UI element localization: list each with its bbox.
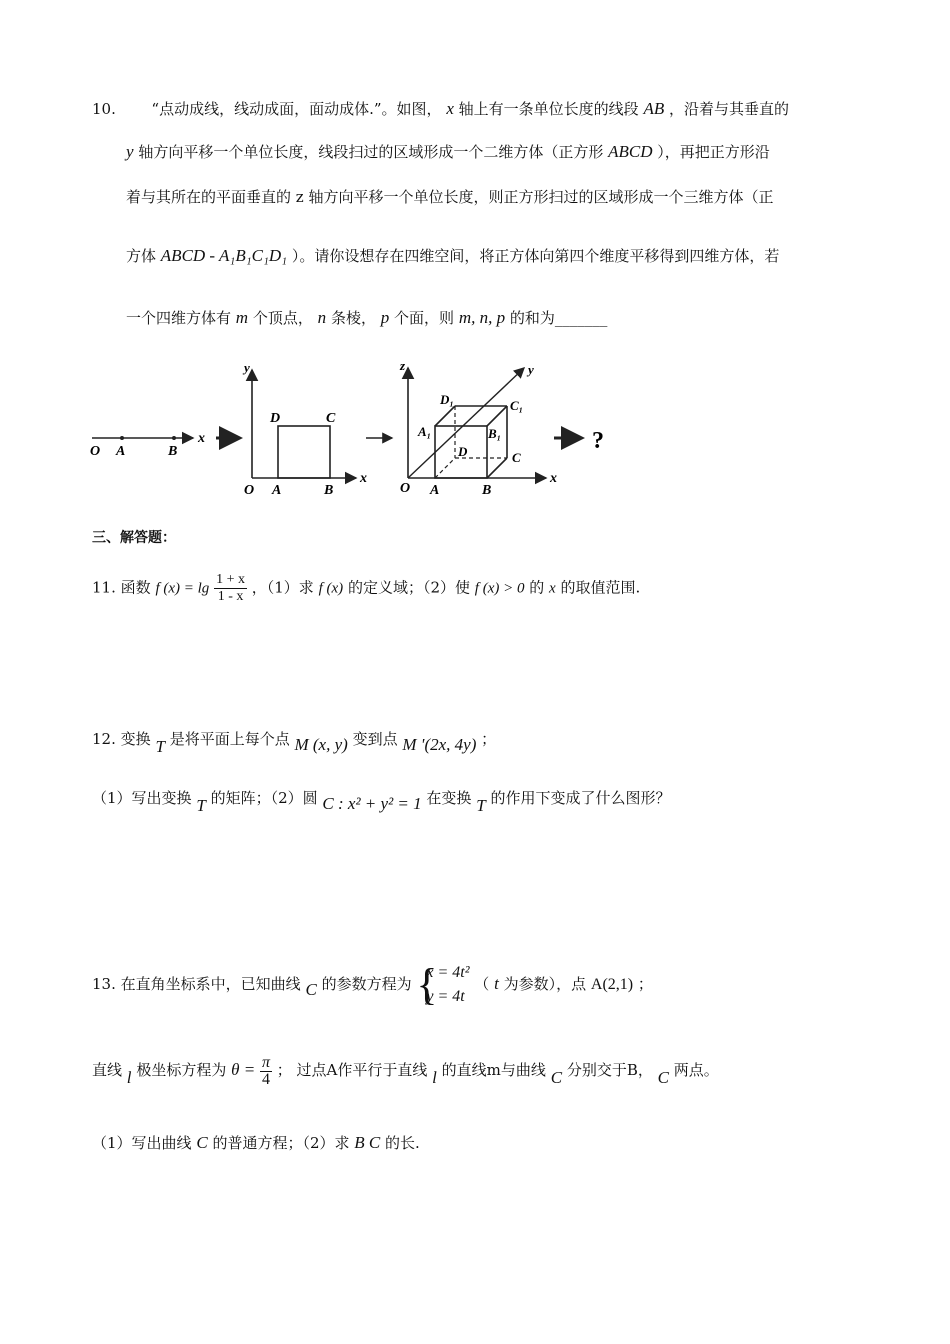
label-y: y [528, 362, 534, 377]
question-number: 11. [92, 578, 116, 597]
q13-line-1: 13. 在直角坐标系中，已知曲线 C 的参数方程为 { x = 4t² y = 4t （ t 为参数），点 A(2,1) ； [92, 960, 653, 1009]
q10-line-1: 10. “点动成线，线动成面，面动成体.”。如图， x 轴上有一条单位长度的线段 AB ，沿着与其垂直的 [92, 99, 790, 118]
label-A: A [116, 444, 126, 459]
q12-line-2: （1）写出变换 T 的矩阵；（2）圆 C : x² + y² = 1 在变换 T 的作用下变成了什么图形？ [92, 789, 671, 815]
square-diagram [242, 360, 367, 498]
label-D: D [458, 444, 468, 459]
label-C: C [512, 450, 521, 465]
label-O: O [400, 481, 411, 496]
brace-icon: { [416, 960, 438, 1009]
question-mark: ? [592, 428, 604, 454]
label-x: x [360, 471, 367, 486]
label-D1: D₁ [440, 392, 454, 407]
label-z: z [400, 358, 406, 373]
arrow-3 [554, 428, 604, 454]
label-B: B [482, 483, 492, 498]
q13-line-3: （1）写出曲线 C 的普通方程；（2）求 B C 的长. [92, 1133, 420, 1152]
q11-line: 11. 函数 f (x) = lg $\frac{1 + x}{1 - x}$ ，（1）求 f (x) 的定义域；（2）使 f (x) > 0 的 x 的取值范围. [92, 572, 641, 604]
label-B1: B₁ [488, 426, 502, 441]
label-x: x [198, 431, 205, 446]
q10-line-3: 着与其所在的平面垂直的 z 轴方向平移一个单位长度，则正方形扫过的区域形成一个三维方体（正 [126, 188, 774, 206]
label-O: O [90, 444, 101, 459]
parametric-system: { x = 4t² y = 4t [416, 960, 470, 1009]
label-y: y [244, 360, 250, 375]
cube-diagram [399, 358, 557, 498]
label-A: A [272, 483, 282, 498]
label-O: O [244, 483, 255, 498]
label-B: B [324, 483, 334, 498]
fraction: $\frac{1 + x}{1 - x}$ [216, 572, 245, 604]
dimension-figure [88, 358, 628, 508]
q10-line-2: y 轴方向平移一个单位长度，线段扫过的区域形成一个二维方体（正方形 ABCD ），再把正方形沿 [126, 142, 770, 161]
label-D: D [270, 411, 281, 426]
question-number: 13. [92, 975, 116, 993]
q12-line-1: 12. 变换 T 是将平面上每个点 M (x, y) 变到点 M '(2x, 4y) ； [92, 730, 497, 756]
question-number: 10. [92, 100, 116, 118]
line-segment-diagram [90, 431, 205, 459]
label-B: B [168, 444, 178, 459]
q13-line-2: 直线 l 极坐标方程为 θ = $\frac{\pi}{4}$ ； 过点A作平行于直线 l 的直线m与曲线 C 分别交于B， C 两点。 [92, 1053, 719, 1088]
label-A: A [430, 483, 440, 498]
section-3-title: 三、解答题： [92, 530, 176, 546]
label-C1: C₁ [510, 398, 524, 413]
label-x: x [550, 471, 557, 486]
q10-line-4: 方体 ABCD - A₁B₁C₁D₁ ）。请你设想存在四维空间，将正方体向第四个维度平移得到四维方体，若 [126, 246, 780, 265]
label-C: C [326, 411, 336, 426]
question-number: 12. [92, 730, 116, 748]
pi-over-4-fraction: $\frac{\pi}{4}$ [261, 1053, 270, 1088]
label-A1: A₁ [418, 424, 432, 439]
q10-line-5: 一个四维方体有 m 个顶点， n 条棱， p 个面，则 m, n, p 的和为_______ [126, 308, 608, 327]
